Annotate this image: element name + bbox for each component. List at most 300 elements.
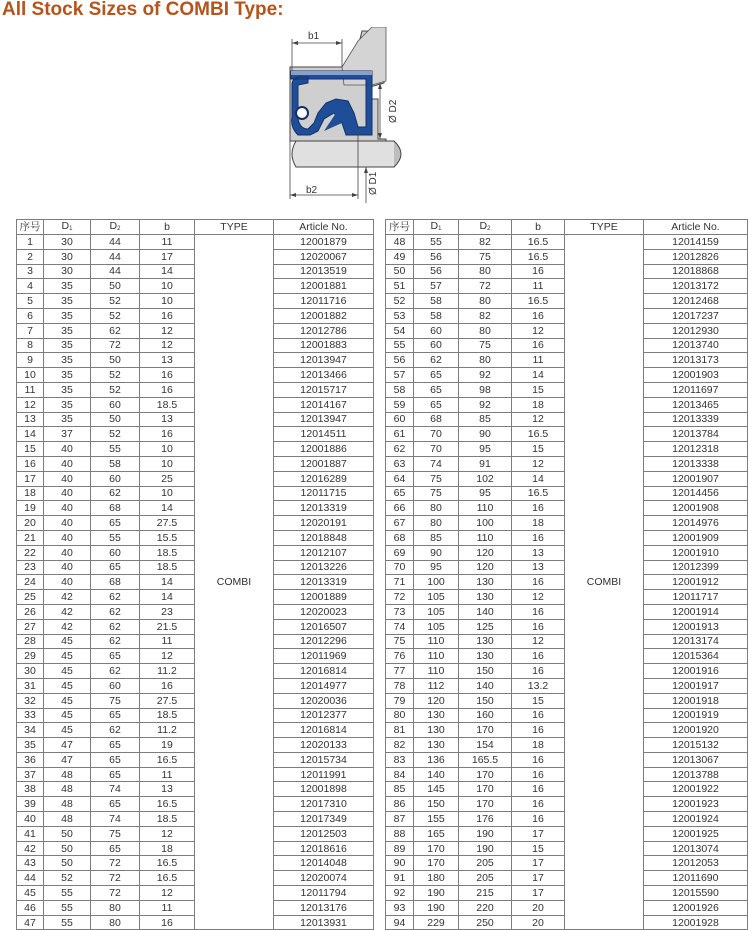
cell-b: 12	[140, 826, 195, 841]
cell-type: COMBI	[565, 235, 644, 930]
cell-d1: 35	[44, 338, 91, 353]
cell-no: 35	[17, 738, 44, 753]
cell-d2: 60	[91, 397, 140, 412]
cell-no: 45	[17, 886, 44, 901]
cell-d2: 90	[459, 427, 512, 442]
cell-no: 73	[386, 604, 414, 619]
cell-article: 12014976	[644, 516, 748, 531]
cell-d1: 40	[44, 442, 91, 457]
header-d1	[414, 220, 459, 235]
cell-b: 10	[140, 486, 195, 501]
cell-b: 13	[140, 412, 195, 427]
cell-article: 12017349	[274, 812, 374, 827]
cell-d1: 55	[44, 915, 91, 930]
cell-article: 12001923	[644, 797, 748, 812]
cell-b: 18	[512, 397, 565, 412]
cell-d1: 80	[414, 501, 459, 516]
cell-d1: 40	[44, 456, 91, 471]
combi-seal-cross-section-diagram	[262, 27, 422, 205]
d2-label: Ø D2	[388, 99, 399, 123]
cell-article: 12001926	[644, 900, 748, 915]
cell-d1: 45	[44, 649, 91, 664]
cell-article: 12011794	[274, 886, 374, 901]
cell-b: 15	[512, 382, 565, 397]
cell-d2: 95	[459, 442, 512, 457]
cell-b: 18	[140, 841, 195, 856]
cell-b: 16.5	[140, 871, 195, 886]
cell-d2: 65	[91, 738, 140, 753]
cell-no: 3	[17, 264, 44, 279]
header-article: Article No.	[274, 220, 374, 235]
b2-arrow-right	[352, 193, 358, 197]
cell-b: 11.2	[140, 664, 195, 679]
cell-article: 12013174	[644, 634, 748, 649]
cell-no: 85	[386, 782, 414, 797]
cell-d2: 82	[459, 235, 512, 250]
cell-d1: 42	[44, 619, 91, 634]
cell-d1: 48	[44, 812, 91, 827]
cell-article: 12001881	[274, 279, 374, 294]
cell-d1: 75	[414, 486, 459, 501]
cell-no: 40	[17, 812, 44, 827]
cell-article: 12011690	[644, 871, 748, 886]
cell-article: 12020067	[274, 249, 374, 264]
cell-b: 16	[140, 368, 195, 383]
cell-no: 84	[386, 767, 414, 782]
cell-d1: 45	[44, 723, 91, 738]
cell-b: 16	[512, 619, 565, 634]
cell-b: 16	[512, 604, 565, 619]
cell-d1: 136	[414, 752, 459, 767]
cell-article: 12020023	[274, 604, 374, 619]
cell-d1: 35	[44, 397, 91, 412]
page-title: All Stock Sizes of COMBI Type:	[2, 0, 284, 20]
cell-d1: 155	[414, 812, 459, 827]
cell-b: 16	[512, 530, 565, 545]
cell-no: 72	[386, 590, 414, 605]
header-no: 序号	[17, 220, 44, 235]
cell-article: 12013176	[274, 900, 374, 915]
cell-article: 12013074	[644, 841, 748, 856]
cell-b: 16	[140, 427, 195, 442]
cell-b: 18.5	[140, 545, 195, 560]
cell-article: 12017237	[644, 308, 748, 323]
header-d1-sub: 1	[69, 226, 73, 232]
cell-b: 15.5	[140, 530, 195, 545]
cell-d1: 105	[414, 590, 459, 605]
cell-d1: 65	[414, 382, 459, 397]
cell-b: 12	[512, 412, 565, 427]
cell-d2: 80	[91, 915, 140, 930]
d2-arrow-bottom	[378, 133, 382, 139]
cell-d2: 52	[91, 308, 140, 323]
cell-b: 16	[512, 723, 565, 738]
cell-article: 12013319	[274, 501, 374, 516]
cell-d1: 30	[44, 249, 91, 264]
cell-d2: 75	[91, 693, 140, 708]
cell-no: 78	[386, 678, 414, 693]
cell-d2: 52	[91, 294, 140, 309]
cell-d1: 40	[44, 575, 91, 590]
cell-no: 4	[17, 279, 44, 294]
cell-type: COMBI	[195, 235, 274, 930]
cell-d1: 110	[414, 649, 459, 664]
cell-d2: 165.5	[459, 752, 512, 767]
d1-label: Ø D1	[368, 171, 379, 195]
cell-no: 48	[386, 235, 414, 250]
cell-d2: 100	[459, 516, 512, 531]
cell-no: 27	[17, 619, 44, 634]
cell-b: 17	[512, 886, 565, 901]
cell-no: 61	[386, 427, 414, 442]
cell-d2: 52	[91, 382, 140, 397]
cell-no: 6	[17, 308, 44, 323]
cell-article: 12001908	[644, 501, 748, 516]
cell-d1: 40	[44, 516, 91, 531]
cell-d1: 45	[44, 634, 91, 649]
cell-no: 38	[17, 782, 44, 797]
cell-d1: 60	[414, 338, 459, 353]
cell-no: 1	[17, 235, 44, 250]
cell-no: 36	[17, 752, 44, 767]
cell-d1: 35	[44, 294, 91, 309]
table-row	[386, 235, 748, 250]
cell-article: 12016289	[274, 471, 374, 486]
cell-d1: 55	[44, 886, 91, 901]
cell-b: 11	[512, 279, 565, 294]
cell-d2: 62	[91, 619, 140, 634]
cell-d2: 65	[91, 516, 140, 531]
cell-b: 10	[140, 279, 195, 294]
cell-d1: 85	[414, 530, 459, 545]
cell-d2: 62	[91, 634, 140, 649]
cell-d1: 47	[44, 738, 91, 753]
cell-d2: 75	[459, 338, 512, 353]
cell-b: 15	[512, 442, 565, 457]
cell-d1: 130	[414, 738, 459, 753]
cell-d1: 120	[414, 693, 459, 708]
cell-d1: 130	[414, 723, 459, 738]
cell-article: 12013172	[644, 279, 748, 294]
cell-article: 12015364	[644, 649, 748, 664]
cell-article: 12020036	[274, 693, 374, 708]
cell-no: 81	[386, 723, 414, 738]
cell-d2: 72	[91, 338, 140, 353]
cell-no: 58	[386, 382, 414, 397]
cell-b: 12	[512, 456, 565, 471]
cell-d2: 80	[459, 323, 512, 338]
cell-d1: 45	[44, 664, 91, 679]
cell-b: 16	[512, 264, 565, 279]
cell-d2: 62	[91, 664, 140, 679]
stock-table-right	[385, 219, 748, 930]
cell-article: 12014159	[644, 235, 748, 250]
cell-d1: 42	[44, 590, 91, 605]
cell-article: 12012107	[274, 545, 374, 560]
cell-article: 12011969	[274, 649, 374, 664]
cell-b: 18.5	[140, 812, 195, 827]
cell-d1: 50	[44, 841, 91, 856]
cell-article: 12001882	[274, 308, 374, 323]
cell-d2: 250	[459, 915, 512, 930]
cell-d1: 60	[414, 323, 459, 338]
cell-b: 16	[512, 575, 565, 590]
cell-d2: 170	[459, 797, 512, 812]
cell-d2: 95	[459, 486, 512, 501]
header-d2	[91, 220, 140, 235]
cell-b: 12	[512, 590, 565, 605]
cell-b: 15	[512, 841, 565, 856]
cell-d2: 65	[91, 752, 140, 767]
cell-article: 12020074	[274, 871, 374, 886]
cell-d1: 80	[414, 516, 459, 531]
cell-d1: 90	[414, 545, 459, 560]
cell-d1: 55	[44, 900, 91, 915]
cell-no: 16	[17, 456, 44, 471]
cell-b: 14	[512, 471, 565, 486]
cell-d1: 35	[44, 368, 91, 383]
cell-no: 34	[17, 723, 44, 738]
cell-d2: 60	[91, 678, 140, 693]
cell-d1: 35	[44, 382, 91, 397]
cell-b: 14	[140, 590, 195, 605]
cell-no: 62	[386, 442, 414, 457]
cell-no: 47	[17, 915, 44, 930]
cell-d2: 160	[459, 708, 512, 723]
cell-no: 11	[17, 382, 44, 397]
cell-no: 87	[386, 812, 414, 827]
cell-d2: 72	[91, 886, 140, 901]
cell-b: 13	[140, 782, 195, 797]
cell-article: 12001898	[274, 782, 374, 797]
cell-d1: 52	[44, 871, 91, 886]
cell-d2: 170	[459, 767, 512, 782]
cell-b: 12	[512, 323, 565, 338]
cell-d2: 58	[91, 456, 140, 471]
cell-no: 41	[17, 826, 44, 841]
cell-article: 12013339	[644, 412, 748, 427]
cell-d1: 40	[44, 545, 91, 560]
cell-no: 9	[17, 353, 44, 368]
cell-article: 12011717	[644, 590, 748, 605]
cell-article: 12013947	[274, 353, 374, 368]
cell-article: 12001917	[644, 678, 748, 693]
cell-d2: 120	[459, 545, 512, 560]
cell-no: 66	[386, 501, 414, 516]
cell-no: 80	[386, 708, 414, 723]
header-d1	[44, 220, 91, 235]
cell-d1: 70	[414, 442, 459, 457]
cell-no: 29	[17, 649, 44, 664]
cell-d2: 140	[459, 678, 512, 693]
cell-b: 11	[140, 235, 195, 250]
cell-d2: 72	[459, 279, 512, 294]
cell-article: 12014456	[644, 486, 748, 501]
cell-b: 16.5	[140, 797, 195, 812]
cell-d2: 170	[459, 782, 512, 797]
cell-b: 18	[512, 516, 565, 531]
cell-article: 12001912	[644, 575, 748, 590]
cell-d1: 110	[414, 664, 459, 679]
cell-article: 12014511	[274, 427, 374, 442]
cell-b: 16	[512, 782, 565, 797]
cell-b: 11	[512, 353, 565, 368]
cell-article: 12014977	[274, 678, 374, 693]
cell-d1: 58	[414, 294, 459, 309]
cell-b: 16	[512, 501, 565, 516]
cell-no: 69	[386, 545, 414, 560]
cell-b: 10	[140, 442, 195, 457]
cell-no: 12	[17, 397, 44, 412]
cell-no: 54	[386, 323, 414, 338]
cell-no: 37	[17, 767, 44, 782]
cell-b: 11	[140, 767, 195, 782]
cell-d2: 65	[91, 560, 140, 575]
cell-d2: 60	[91, 545, 140, 560]
cell-d1: 35	[44, 279, 91, 294]
cell-d1: 42	[44, 604, 91, 619]
cell-d1: 58	[414, 308, 459, 323]
cell-no: 49	[386, 249, 414, 264]
cell-b: 16	[140, 915, 195, 930]
cell-d1: 30	[44, 235, 91, 250]
table-header-row	[386, 220, 748, 235]
cell-d1: 75	[414, 471, 459, 486]
cell-b: 16	[140, 382, 195, 397]
cell-d2: 120	[459, 560, 512, 575]
cell-d2: 75	[459, 249, 512, 264]
cell-article: 12014048	[274, 856, 374, 871]
cell-b: 14	[140, 575, 195, 590]
header-d2	[459, 220, 512, 235]
cell-no: 64	[386, 471, 414, 486]
cell-d1: 65	[414, 397, 459, 412]
cell-d1: 45	[44, 678, 91, 693]
cell-no: 7	[17, 323, 44, 338]
cell-b: 16	[512, 812, 565, 827]
cell-d1: 229	[414, 915, 459, 930]
cell-no: 92	[386, 886, 414, 901]
cell-d2: 205	[459, 856, 512, 871]
cell-d2: 72	[91, 871, 140, 886]
cell-no: 75	[386, 634, 414, 649]
cell-b: 25	[140, 471, 195, 486]
cell-d1: 130	[414, 708, 459, 723]
b1-label: b1	[308, 31, 320, 42]
cell-article: 12001910	[644, 545, 748, 560]
cell-b: 16	[512, 664, 565, 679]
cell-no: 57	[386, 368, 414, 383]
header-d2-main: D	[109, 220, 118, 232]
cell-no: 93	[386, 900, 414, 915]
cell-article: 12012930	[644, 323, 748, 338]
cell-d1: 47	[44, 752, 91, 767]
cell-d1: 56	[414, 249, 459, 264]
cell-article: 12012503	[274, 826, 374, 841]
cell-no: 91	[386, 871, 414, 886]
cell-d2: 44	[91, 264, 140, 279]
cell-no: 25	[17, 590, 44, 605]
cell-no: 31	[17, 678, 44, 693]
cell-b: 10	[140, 456, 195, 471]
cell-d2: 65	[91, 708, 140, 723]
cell-article: 12013319	[274, 575, 374, 590]
cell-no: 30	[17, 664, 44, 679]
cell-d2: 68	[91, 501, 140, 516]
cell-no: 26	[17, 604, 44, 619]
cell-no: 18	[17, 486, 44, 501]
cell-no: 21	[17, 530, 44, 545]
cell-no: 55	[386, 338, 414, 353]
cell-b: 16	[512, 338, 565, 353]
cell-d1: 35	[44, 323, 91, 338]
cell-d1: 50	[44, 856, 91, 871]
cell-no: 39	[17, 797, 44, 812]
cell-d2: 74	[91, 782, 140, 797]
cell-d1: 105	[414, 604, 459, 619]
cell-d1: 40	[44, 486, 91, 501]
cell-d1: 45	[44, 708, 91, 723]
cell-d2: 150	[459, 664, 512, 679]
cell-d1: 170	[414, 856, 459, 871]
cell-article: 12001886	[274, 442, 374, 457]
header-d2-sub: 2	[117, 226, 121, 232]
cell-d2: 62	[91, 723, 140, 738]
cell-article: 12001914	[644, 604, 748, 619]
cell-article: 12016507	[274, 619, 374, 634]
cell-article: 12001916	[644, 664, 748, 679]
cell-b: 20	[512, 900, 565, 915]
cell-d1: 50	[44, 826, 91, 841]
cell-no: 44	[17, 871, 44, 886]
cell-no: 60	[386, 412, 414, 427]
header-article: Article No.	[644, 220, 748, 235]
cell-b: 16.5	[140, 856, 195, 871]
cell-d1: 95	[414, 560, 459, 575]
cell-d2: 68	[91, 575, 140, 590]
cell-d2: 52	[91, 427, 140, 442]
cell-no: 63	[386, 456, 414, 471]
cell-b: 16.5	[512, 486, 565, 501]
b1-arrow-left	[292, 41, 298, 45]
cell-article: 12012053	[644, 856, 748, 871]
cell-article: 12013519	[274, 264, 374, 279]
cell-no: 42	[17, 841, 44, 856]
cell-d2: 75	[91, 826, 140, 841]
cell-d1: 68	[414, 412, 459, 427]
cell-d1: 180	[414, 871, 459, 886]
cell-b: 20	[512, 915, 565, 930]
cell-no: 52	[386, 294, 414, 309]
cell-d2: 82	[459, 308, 512, 323]
cell-b: 16.5	[512, 235, 565, 250]
cell-article: 12001883	[274, 338, 374, 353]
cell-article: 12001920	[644, 723, 748, 738]
cell-no: 8	[17, 338, 44, 353]
cell-b: 16	[512, 649, 565, 664]
cell-no: 33	[17, 708, 44, 723]
cell-no: 94	[386, 915, 414, 930]
cell-d1: 112	[414, 678, 459, 693]
cell-no: 79	[386, 693, 414, 708]
cell-d1: 110	[414, 634, 459, 649]
cell-d1: 56	[414, 264, 459, 279]
cell-article: 12013931	[274, 915, 374, 930]
cell-b: 11	[140, 634, 195, 649]
cell-no: 10	[17, 368, 44, 383]
cell-article: 12013466	[274, 368, 374, 383]
cell-d2: 50	[91, 412, 140, 427]
